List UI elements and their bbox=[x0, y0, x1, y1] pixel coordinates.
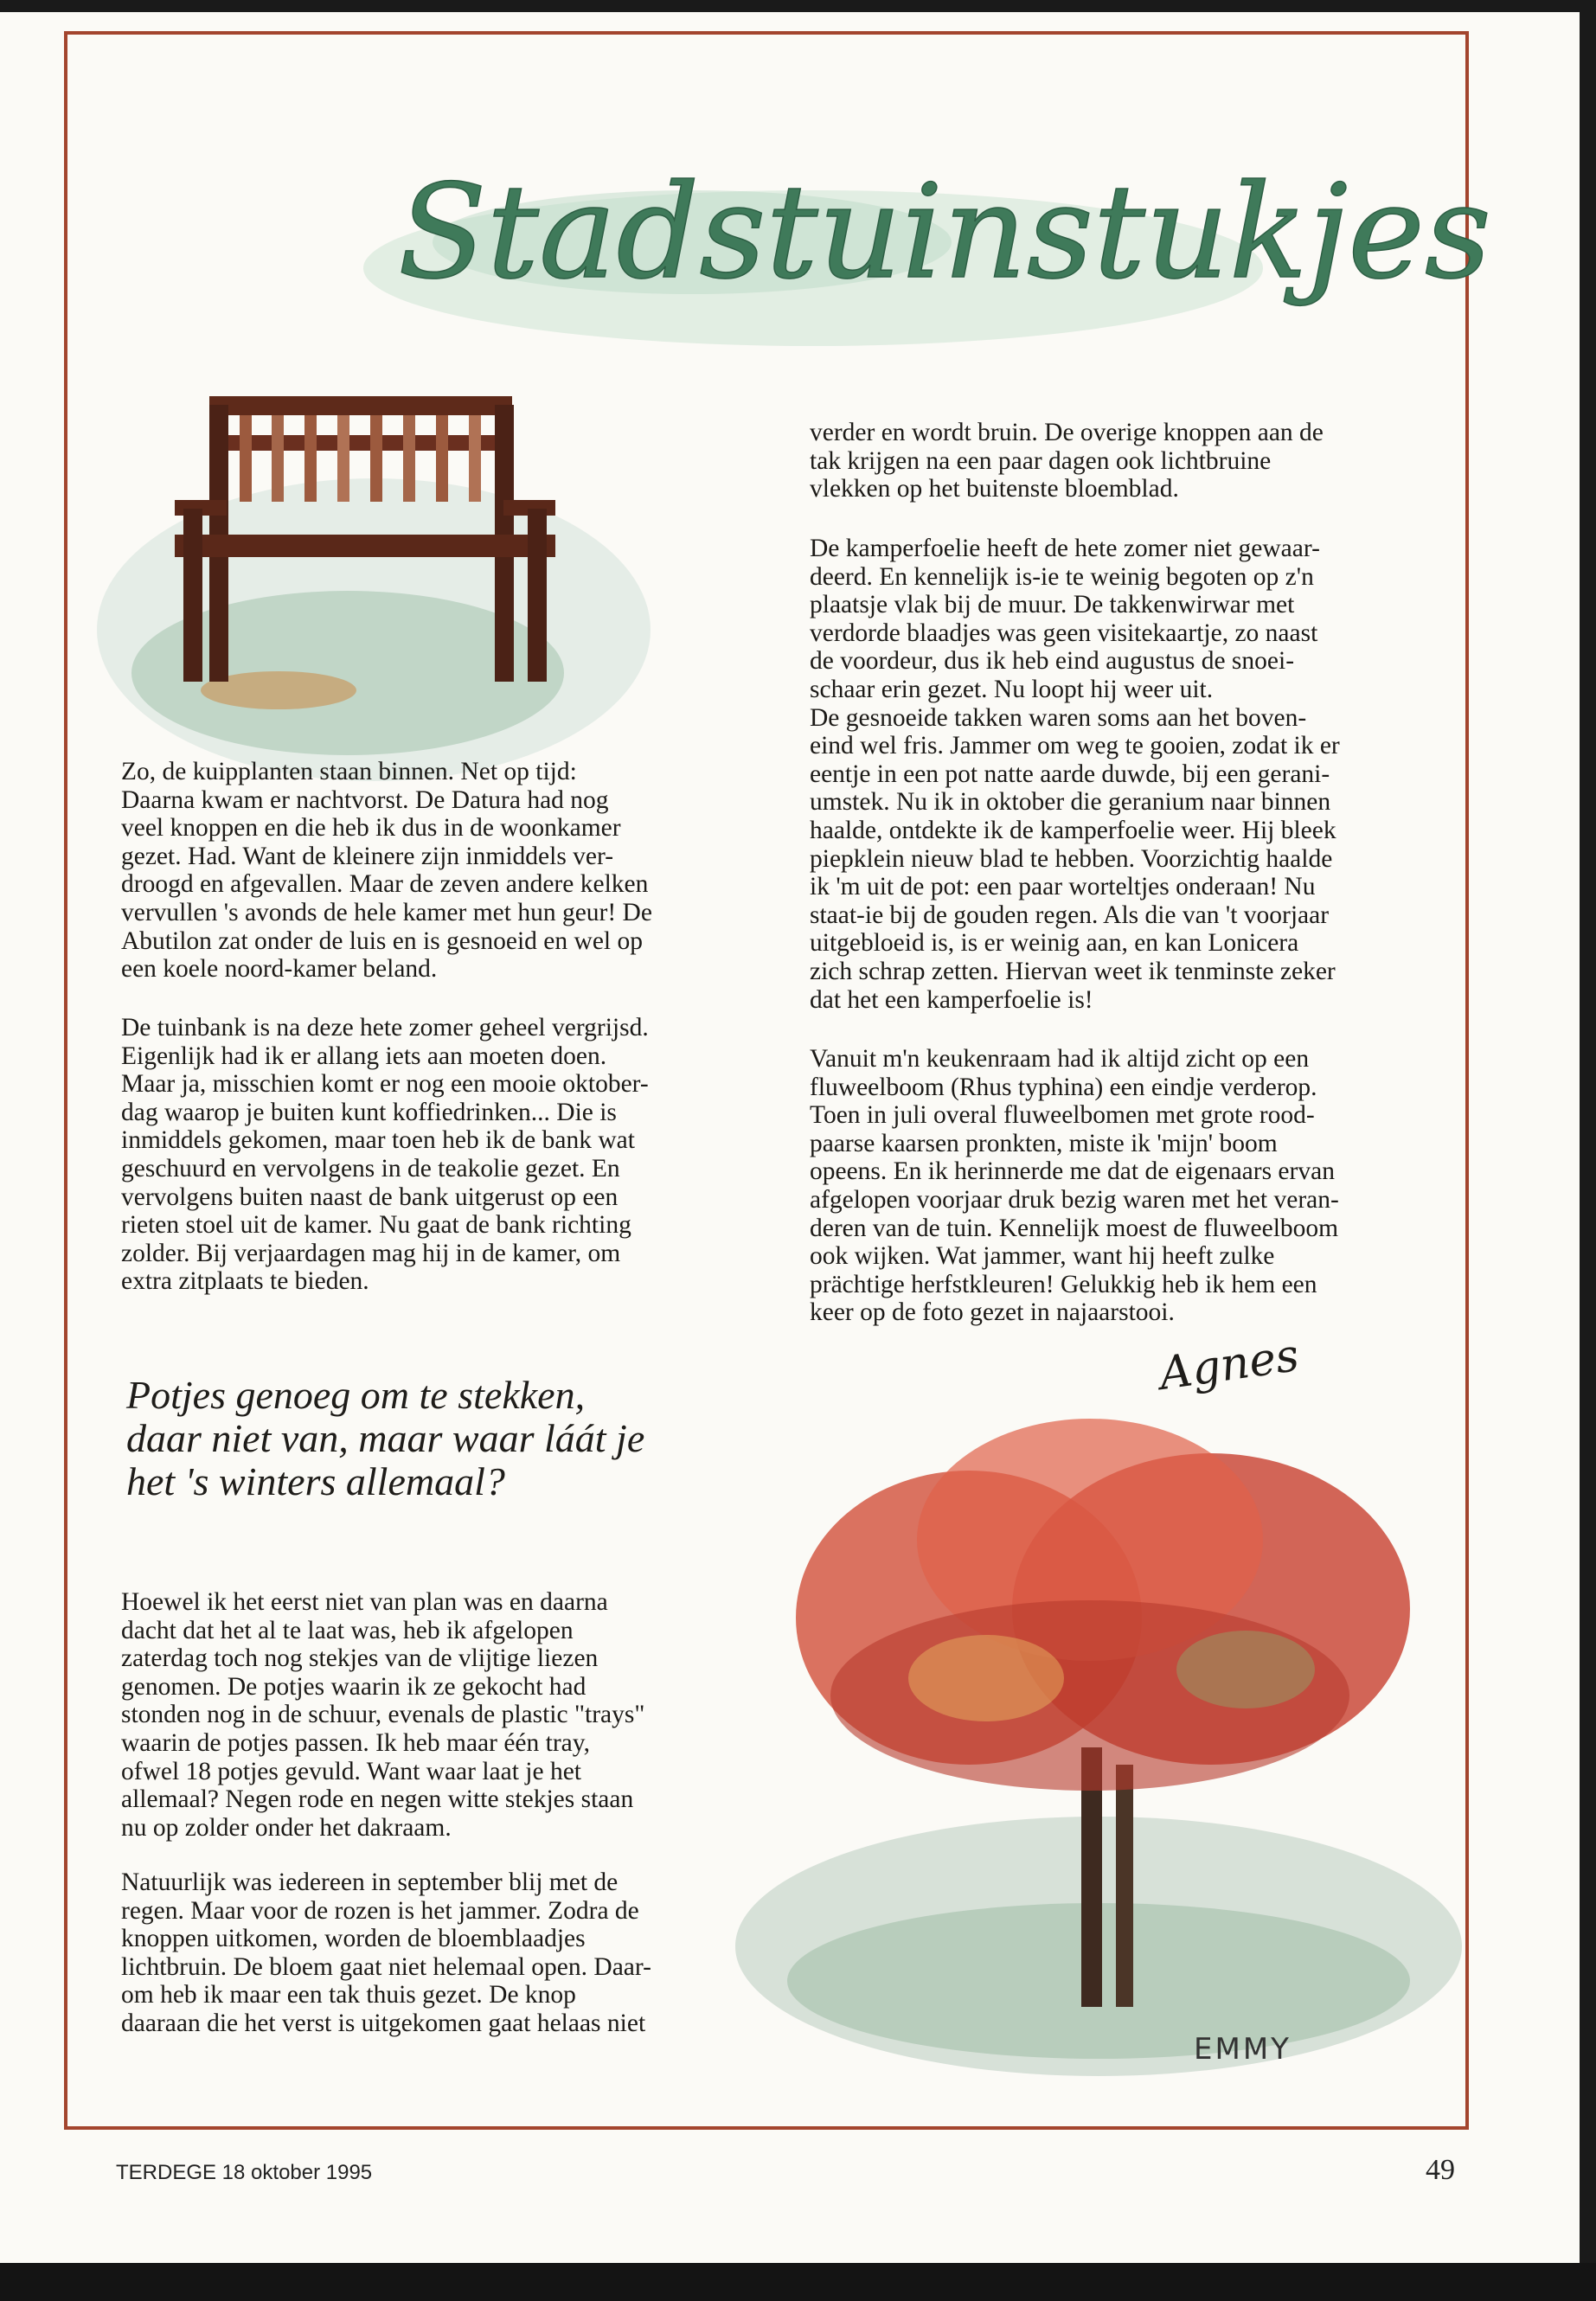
bench-seat bbox=[175, 535, 555, 557]
scan-edge-right bbox=[1580, 0, 1596, 2301]
paragraph-stekjes: Hoewel ik het eerst niet van plan was en daarna dacht dat het al te laat was, heb ik afgelopen zaterdag toch nog stekjes van de vlijtige liezen genomen. De potjes waarin ik ze gekocht had stonden nog in de schuur, evenals de plastic "trays" waarin de potjes passen. Ik heb maar één tray, ofwel 18 potjes gevuld. Want waar laat je het allemaal? Negen rode en negen witte stekjes staan nu op zolder onder het dakraam. bbox=[121, 1588, 645, 1842]
bench-back-rail bbox=[209, 396, 512, 415]
paragraph-kuipplanten: Zo, de kuipplanten staan binnen. Net op tijd: Daarna kwam er nachtvorst. De Datura had nog veel knoppen en die heb ik dus in de woonkamer gezet. Had. Want de kleinere zijn inmiddels ver- droogd en afgevallen. Maar de zeven andere kelken vervullen 's avonds de hele kamer met hun geur! De Abutilon zat onder de luis en is gesnoeid en wel op een koele noord-kamer beland. bbox=[121, 758, 652, 984]
page-title: Stadstuinstukjes bbox=[398, 157, 1491, 308]
pull-quote: Potjes genoeg om te stekken, daar niet van, maar waar láát je het 's winters allemaal? bbox=[126, 1373, 645, 1503]
bench-slat bbox=[304, 415, 317, 502]
illustrator-signature: EMMY bbox=[1194, 2032, 1292, 2067]
bench-slat bbox=[240, 415, 252, 502]
left-column-bench bbox=[121, 1014, 727, 1296]
paragraph-tuinbank: De tuinbank is na deze hete zomer geheel vergrijsd. Eigenlijk had ik er allang iets aan moeten doen. Maar ja, misschien komt er nog een mooie oktober- dag waarop je buiten kunt koffiedrinken... Die is inmiddels gekomen, maar toen heb ik de bank wat geschuurd en vervolgens in de teakolie gezet. En vervolgens buiten naast de bank uitgerust op een rieten stoel uit de kamer. Nu gaat de bank richting zolder. Bij verjaardagen mag hij in de kamer, om extra zitplaats te bieden. bbox=[121, 1014, 649, 1296]
bench-leg-front-right bbox=[528, 509, 547, 682]
right-column-kamperfoelie bbox=[810, 535, 1415, 1014]
left-column-rozen bbox=[121, 1868, 727, 2038]
left-column-potjes bbox=[121, 1588, 727, 1842]
tree-foliage-green bbox=[1176, 1631, 1315, 1708]
right-column-rozen-continued bbox=[810, 419, 1415, 503]
scan-edge-bottom bbox=[0, 2263, 1596, 2301]
bench-slat bbox=[469, 415, 481, 502]
bench-slat bbox=[403, 415, 415, 502]
paragraph-fluweelboom: Vanuit m'n keukenraam had ik altijd zicht op een fluweelboom (Rhus typhina) een eindje verderop. Toen in juli overal fluweelbomen met grote rood- paarse kaarsen pronkten, miste ik 'mijn' boom opeens. En ik herinnerde me dat de eigenaars ervan afgelopen voorjaar druk bezig waren met het veran- deren van de tuin. Kennelijk moest de fluweelboom ook wijken. Wat jammer, want hij heeft zulke prächtige herfstkleuren! Gelukkig heb ik hem een keer op de foto gezet in najaarstooi. bbox=[810, 1045, 1339, 1327]
bench-slat bbox=[337, 415, 349, 502]
bench-leg-front-left bbox=[183, 509, 202, 682]
paragraph-kamperfoelie: De kamperfoelie heeft de hete zomer niet gewaar- deerd. En kennelijk is-ie te weinig begoten op z'n plaatsje vlak bij de muur. De takkenwirwar met verdorde blaadjes was geen visitekaartje, zo naast de voordeur, dus ik heb eind augustus de snoei- schaar erin gezet. Nu loopt hij weer uit. De gesnoeide takken waren soms aan het boven- eind wel fris. Jammer om weg te gooien, zodat ik er eentje in een pot natte aarde duwde, bij een gerani- umstek. Nu ik in oktober die geranium naar binnen haalde, ontdekte ik de kamperfoelie weer. Hij bleek piepklein nieuw blad te hebben. Voorzichtig haalde ik 'm uit de pot: een paar worteltjes onderaan! Nu staat-ie bij de gouden regen. Als die van 't voorjaar uitgebloeid is, is er weinig aan, en kan Lonicera zich schrap zetten. Hiervan weet ik tenminste zeker dat het een kamperfoelie is! bbox=[810, 535, 1340, 1014]
bench-illustration bbox=[88, 344, 694, 794]
author-signature: Agnes bbox=[1156, 1330, 1303, 1400]
publication-info: TERDEGE 18 oktober 1995 bbox=[116, 2161, 373, 2184]
right-column-fluweelboom bbox=[810, 1045, 1415, 1327]
left-column-intro bbox=[121, 758, 727, 984]
bench-slat bbox=[272, 415, 284, 502]
bench-slat bbox=[436, 415, 448, 502]
tree-illustration bbox=[727, 1384, 1453, 2093]
scan-edge-top bbox=[0, 0, 1596, 12]
paragraph-rozen: Natuurlijk was iedereen in september blij met de regen. Maar voor de rozen is het jammer. Zodra de knoppen uitkomen, worden de bloemblaadjes lichtbruin. De bloem gaat niet helemaal open. Daar- om heb ik maar een tak thuis gezet. De knop daaraan die het verst is uitgekomen gaat helaas niet bbox=[121, 1868, 651, 2037]
paragraph-rozen-vervolg: verder en wordt bruin. De overige knoppen aan de tak krijgen na een paar dagen ook lichtbruine vlekken op het buitenste bloemblad. bbox=[810, 419, 1324, 503]
bench-back-rail-lower bbox=[209, 435, 512, 451]
title-illustration bbox=[329, 95, 1491, 372]
tree-trunk-second bbox=[1116, 1765, 1133, 2007]
tree-foliage-highlight bbox=[908, 1635, 1064, 1721]
page-number: 49 bbox=[1426, 2154, 1455, 2186]
bench-slat bbox=[370, 415, 382, 502]
